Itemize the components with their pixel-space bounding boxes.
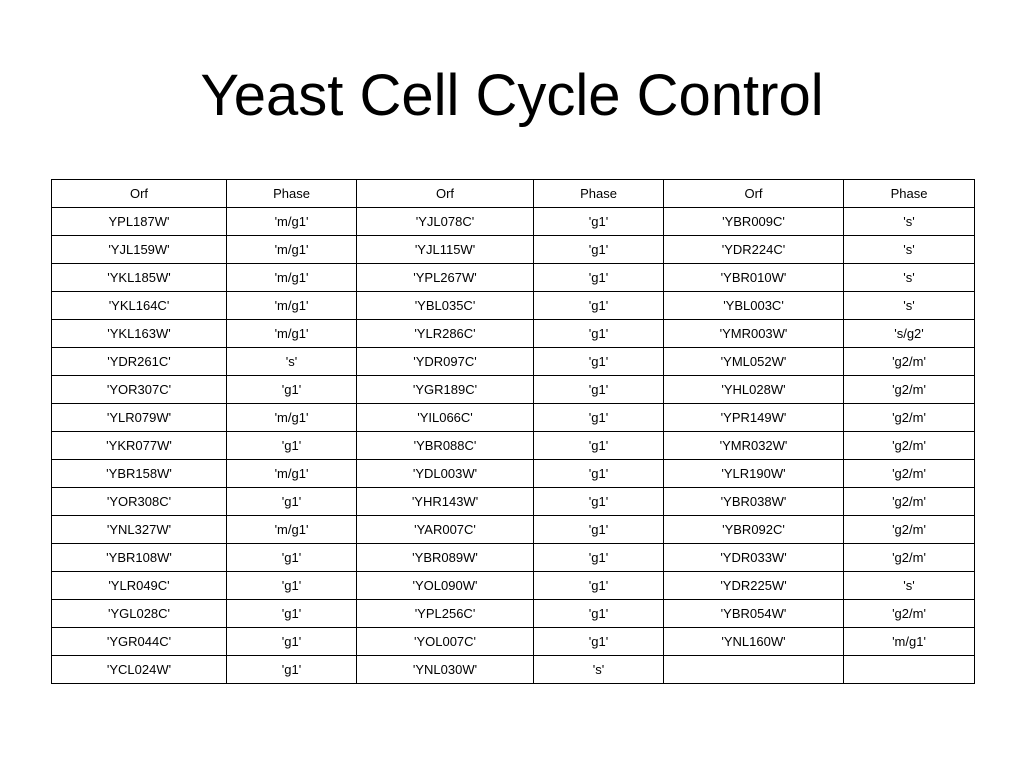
cell-orf: 'YNL327W' — [52, 516, 227, 544]
cell-phase: 'g1' — [227, 656, 357, 684]
cell-phase: 'g1' — [227, 600, 357, 628]
cell-phase: 'g2/m' — [844, 432, 975, 460]
column-header-orf: Orf — [52, 180, 227, 208]
cell-orf: 'YBR009C' — [664, 208, 844, 236]
cell-phase: 'g1' — [227, 488, 357, 516]
cell-orf: 'YDR261C' — [52, 348, 227, 376]
cell-phase: 's' — [534, 656, 664, 684]
cell-phase: 's' — [844, 236, 975, 264]
table-row — [52, 432, 975, 460]
cell-phase: 'g1' — [227, 572, 357, 600]
cell-orf: 'YML052W' — [664, 348, 844, 376]
cell-orf: 'YLR190W' — [664, 460, 844, 488]
table-row — [52, 404, 975, 432]
cell-phase: 'g1' — [534, 544, 664, 572]
cell-orf: 'YBR054W' — [664, 600, 844, 628]
cell-orf: 'YDR033W' — [664, 544, 844, 572]
cell-phase: 's' — [844, 264, 975, 292]
cell-orf: 'YPL256C' — [357, 600, 534, 628]
cell-phase: 'g1' — [227, 432, 357, 460]
cell-orf: 'YDR097C' — [357, 348, 534, 376]
table-row — [52, 348, 975, 376]
column-header-phase: Phase — [844, 180, 975, 208]
cell-phase: 'g1' — [534, 208, 664, 236]
table-row — [52, 488, 975, 516]
table-row — [52, 320, 975, 348]
cell-orf: 'YOL090W' — [357, 572, 534, 600]
cell-phase: 'm/g1' — [227, 320, 357, 348]
cell-orf: YPL187W' — [52, 208, 227, 236]
column-header-phase: Phase — [534, 180, 664, 208]
cell-orf: 'YBR038W' — [664, 488, 844, 516]
cell-orf: 'YMR003W' — [664, 320, 844, 348]
cell-orf — [664, 656, 844, 684]
column-header-phase: Phase — [227, 180, 357, 208]
cell-phase: 'm/g1' — [227, 292, 357, 320]
cell-orf: 'YLR286C' — [357, 320, 534, 348]
cell-orf: 'YKR077W' — [52, 432, 227, 460]
column-header-orf: Orf — [664, 180, 844, 208]
cell-phase: 'g1' — [534, 376, 664, 404]
cell-orf: 'YJL115W' — [357, 236, 534, 264]
cell-orf: 'YPR149W' — [664, 404, 844, 432]
cell-orf: 'YHL028W' — [664, 376, 844, 404]
cell-orf: 'YPL267W' — [357, 264, 534, 292]
cell-phase: 'g1' — [534, 432, 664, 460]
table-header-row — [52, 180, 975, 208]
table-row — [52, 376, 975, 404]
cell-phase: 's' — [844, 572, 975, 600]
table-row — [52, 264, 975, 292]
cell-orf: 'YNL030W' — [357, 656, 534, 684]
cell-phase: 's' — [227, 348, 357, 376]
cell-phase: 'g1' — [534, 572, 664, 600]
cell-phase: 'g2/m' — [844, 460, 975, 488]
cell-orf: 'YOR307C' — [52, 376, 227, 404]
cell-phase: 'g1' — [534, 628, 664, 656]
cell-phase: 's' — [844, 208, 975, 236]
cell-orf: 'YAR007C' — [357, 516, 534, 544]
cell-phase: 'm/g1' — [844, 628, 975, 656]
cell-phase: 'g1' — [534, 516, 664, 544]
cell-phase: 'm/g1' — [227, 404, 357, 432]
cell-phase: 'g1' — [534, 236, 664, 264]
cell-orf: 'YNL160W' — [664, 628, 844, 656]
table-row — [52, 572, 975, 600]
cell-orf: 'YBR010W' — [664, 264, 844, 292]
cell-phase: 'g1' — [534, 460, 664, 488]
cell-phase: 'g1' — [534, 488, 664, 516]
cell-orf: 'YLR079W' — [52, 404, 227, 432]
table-body — [52, 208, 975, 684]
cell-phase: 'g1' — [534, 320, 664, 348]
cell-orf: 'YDL003W' — [357, 460, 534, 488]
cell-phase: 'm/g1' — [227, 236, 357, 264]
cell-phase: 'g2/m' — [844, 516, 975, 544]
cell-orf: 'YDR225W' — [664, 572, 844, 600]
cell-orf: 'YCL024W' — [52, 656, 227, 684]
cell-orf: 'YBR158W' — [52, 460, 227, 488]
cell-phase: 's' — [844, 292, 975, 320]
cell-orf: 'YKL185W' — [52, 264, 227, 292]
table-row — [52, 208, 975, 236]
cell-phase: 'm/g1' — [227, 460, 357, 488]
cell-orf: 'YKL163W' — [52, 320, 227, 348]
table-row — [52, 600, 975, 628]
cell-orf: 'YGL028C' — [52, 600, 227, 628]
cell-orf: 'YJL159W' — [52, 236, 227, 264]
cell-phase: 'g1' — [534, 404, 664, 432]
cell-phase: 'g2/m' — [844, 544, 975, 572]
cell-phase: 'm/g1' — [227, 208, 357, 236]
cell-phase: 'g1' — [534, 292, 664, 320]
table-row — [52, 236, 975, 264]
cell-phase: 'g1' — [227, 544, 357, 572]
cell-orf: 'YOL007C' — [357, 628, 534, 656]
cell-orf: 'YBL035C' — [357, 292, 534, 320]
cell-phase: 'g1' — [534, 264, 664, 292]
cell-phase: 's/g2' — [844, 320, 975, 348]
cell-phase: 'g1' — [227, 376, 357, 404]
table-row — [52, 516, 975, 544]
cell-orf: 'YBR089W' — [357, 544, 534, 572]
cell-phase: 'g2/m' — [844, 404, 975, 432]
cell-orf: 'YKL164C' — [52, 292, 227, 320]
cell-orf: 'YDR224C' — [664, 236, 844, 264]
cell-orf: 'YMR032W' — [664, 432, 844, 460]
cell-phase: 'g1' — [227, 628, 357, 656]
cell-orf: 'YIL066C' — [357, 404, 534, 432]
column-header-orf: Orf — [357, 180, 534, 208]
cell-orf: 'YBR108W' — [52, 544, 227, 572]
cell-phase: 'g2/m' — [844, 348, 975, 376]
cell-orf: 'YHR143W' — [357, 488, 534, 516]
table-row — [52, 292, 975, 320]
cell-phase — [844, 656, 975, 684]
cell-orf: 'YGR044C' — [52, 628, 227, 656]
slide-title: Yeast Cell Cycle Control — [200, 63, 824, 128]
table-row — [52, 544, 975, 572]
cell-phase: 'm/g1' — [227, 264, 357, 292]
cell-orf: 'YGR189C' — [357, 376, 534, 404]
cell-orf: 'YBR088C' — [357, 432, 534, 460]
cell-phase: 'g1' — [534, 348, 664, 376]
cell-phase: 'g2/m' — [844, 376, 975, 404]
cell-orf: 'YLR049C' — [52, 572, 227, 600]
cell-orf: 'YJL078C' — [357, 208, 534, 236]
cell-phase: 'g2/m' — [844, 600, 975, 628]
orf-phase-table — [51, 179, 975, 684]
cell-orf: 'YBR092C' — [664, 516, 844, 544]
cell-orf: 'YOR308C' — [52, 488, 227, 516]
cell-phase: 'm/g1' — [227, 516, 357, 544]
table-row — [52, 460, 975, 488]
cell-phase: 'g1' — [534, 600, 664, 628]
cell-orf: 'YBL003C' — [664, 292, 844, 320]
table-row — [52, 656, 975, 684]
cell-phase: 'g2/m' — [844, 488, 975, 516]
table-row — [52, 628, 975, 656]
